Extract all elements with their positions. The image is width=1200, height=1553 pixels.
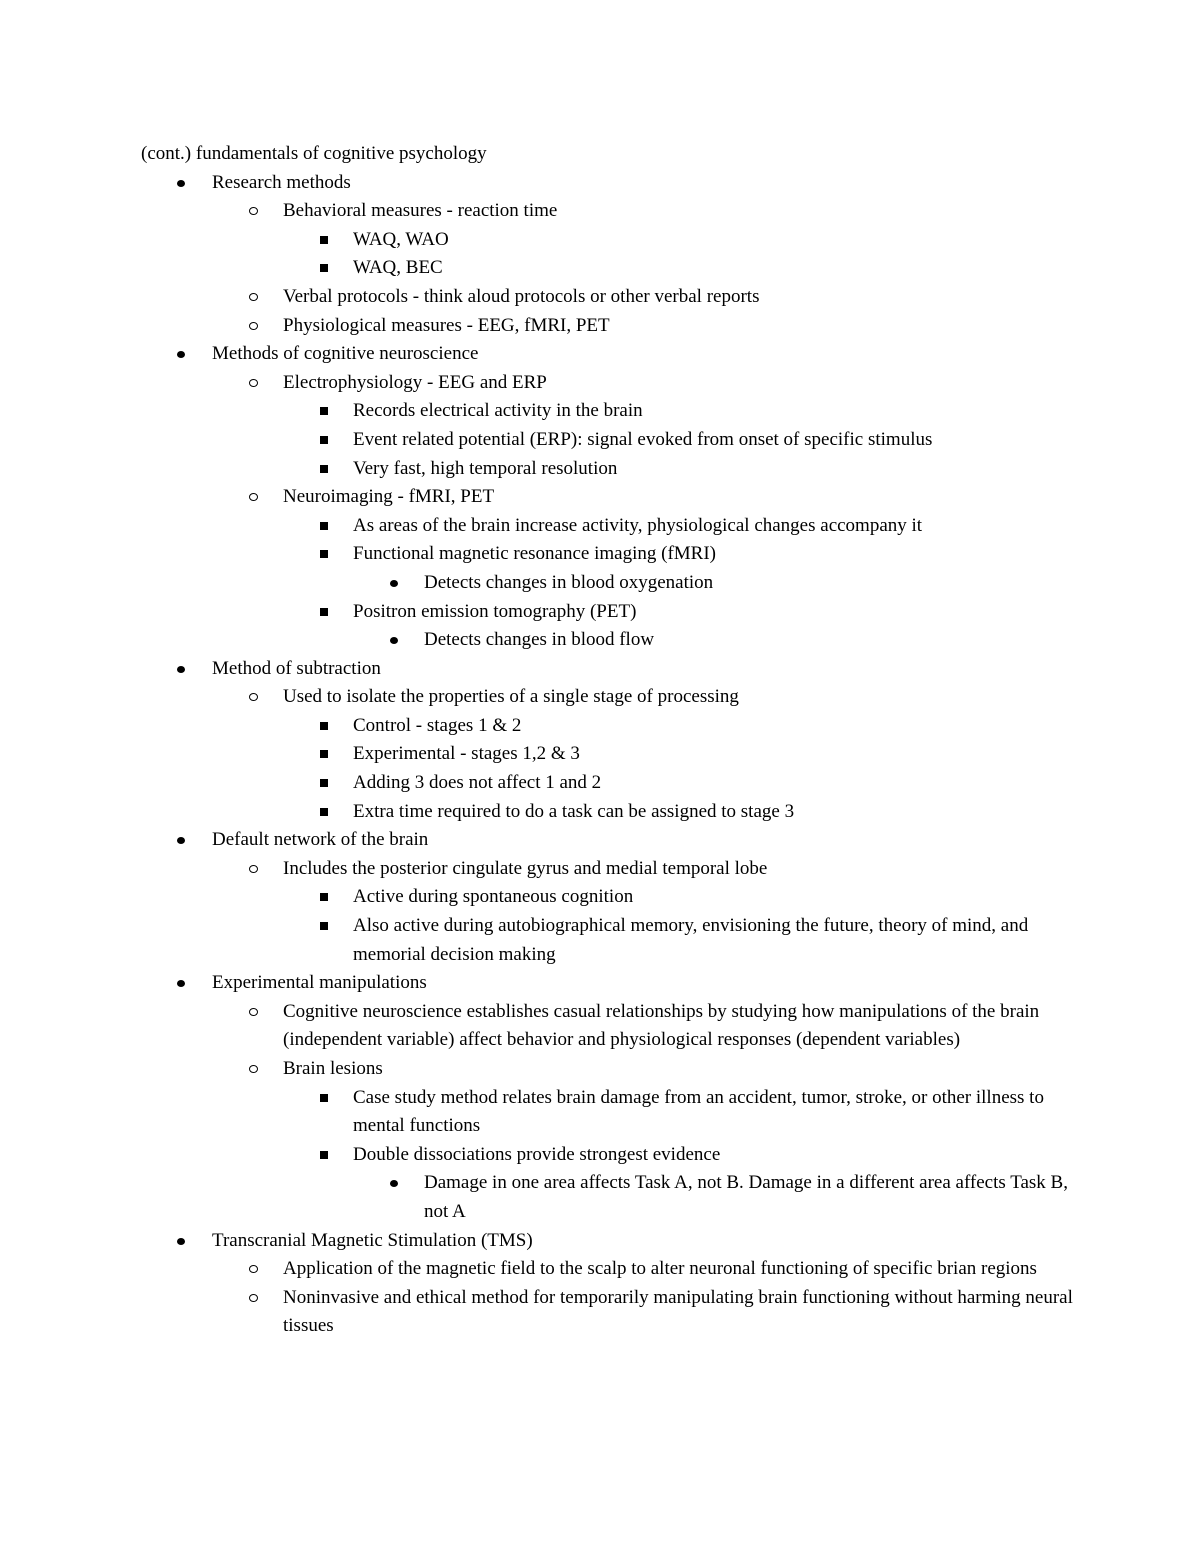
bullet-square-icon (315, 1084, 335, 1113)
bullet-square-icon (315, 912, 335, 941)
list-item-text: Used to isolate the properties of a single stage of processing (283, 686, 739, 708)
list-item-level-1 (212, 826, 1012, 855)
list-item-text: Default network of the brain (212, 829, 429, 851)
bullet-square-icon (315, 254, 335, 283)
list-item-text: Noninvasive and ethical method for temporarily manipulating brain functioning without harming neural tissues (283, 1286, 1073, 1337)
bullet-square-icon (315, 540, 335, 569)
list-item-level-2 (283, 1255, 1073, 1284)
list-item-text: Behavioral measures - reaction time (283, 200, 558, 222)
list-item-text: Transcranial Magnetic Stimulation (TMS) (212, 1229, 533, 1251)
list-item-level-2 (283, 197, 1073, 226)
bullet-circle-icon (244, 683, 264, 712)
bullet-circle-icon (244, 283, 264, 312)
list-item-text: Detects changes in blood oxygenation (424, 571, 714, 593)
bullet-square-icon (315, 712, 335, 741)
list-item-level-3 (353, 540, 1073, 569)
bullet-square-icon (315, 426, 335, 455)
list-item-text: WAQ, WAO (353, 228, 449, 250)
bullet-circle-icon (244, 1255, 264, 1284)
list-item-text: Application of the magnetic field to the scalp to alter neuronal functioning of specific brian regions (283, 1258, 1037, 1280)
list-item-text: Includes the posterior cingulate gyrus and medial temporal lobe (283, 857, 768, 879)
list-item-level-2 (283, 1284, 1073, 1341)
list-item-text: Adding 3 does not affect 1 and 2 (353, 772, 602, 794)
bullet-circle-icon (244, 1284, 264, 1313)
bullet-dot-icon (385, 626, 405, 655)
bullet-square-icon (315, 740, 335, 769)
list-item-text: Very fast, high temporal resolution (353, 457, 618, 479)
bullet-square-icon (315, 769, 335, 798)
bullet-circle-icon (244, 998, 264, 1027)
list-item-level-3 (353, 226, 1073, 255)
list-item-text: Positron emission tomography (PET) (353, 600, 637, 622)
list-item-text: Experimental manipulations (212, 972, 427, 994)
list-item-level-2 (283, 483, 1073, 512)
list-item-text: Neuroimaging - fMRI, PET (283, 486, 495, 508)
list-item-text: Event related potential (ERP): signal evoked from onset of specific stimulus (353, 428, 933, 450)
list-item-level-2 (283, 283, 1073, 312)
list-item-level-4 (424, 626, 1074, 655)
list-item-level-3 (353, 798, 1073, 827)
list-item-level-3 (353, 912, 1073, 969)
list-item-text: Case study method relates brain damage from an accident, tumor, stroke, or other illness to mental functions (353, 1086, 1044, 1137)
bullet-dot-icon (172, 655, 192, 684)
bullet-square-icon (315, 883, 335, 912)
list-item-text: Experimental - stages 1,2 & 3 (353, 743, 580, 765)
list-item-text: Physiological measures - EEG, fMRI, PET (283, 314, 610, 336)
list-item-level-3 (353, 397, 1073, 426)
list-item-level-3 (353, 254, 1073, 283)
list-item-text: Extra time required to do a task can be assigned to stage 3 (353, 800, 795, 822)
list-item-text: Brain lesions (283, 1058, 383, 1079)
list-item-level-2 (283, 1055, 1073, 1084)
list-item-level-1 (212, 169, 1012, 198)
list-item-text: WAQ, BEC (353, 257, 443, 279)
bullet-square-icon (315, 598, 335, 627)
list-item-text: Methods of cognitive neuroscience (212, 343, 479, 365)
list-item-text: Electrophysiology - EEG and ERP (283, 371, 547, 393)
list-item-level-1 (212, 655, 1012, 684)
list-item-level-3 (353, 883, 1073, 912)
bullet-circle-icon (244, 483, 264, 512)
list-item-level-2 (283, 369, 1073, 398)
bullet-dot-icon (385, 1169, 405, 1198)
bullet-square-icon (315, 1141, 335, 1170)
bullet-circle-icon (244, 197, 264, 226)
bullet-square-icon (315, 397, 335, 426)
outline-list (0, 169, 1200, 1341)
list-item-level-3 (353, 1141, 1073, 1170)
list-item-text: Damage in one area affects Task A, not B. Damage in a different area affects Task B, not A (424, 1172, 1068, 1222)
bullet-dot-icon (385, 569, 405, 598)
bullet-circle-icon (244, 312, 264, 341)
list-item-text: Verbal protocols - think aloud protocols or other verbal reports (283, 285, 760, 307)
bullet-circle-icon (244, 1055, 264, 1084)
list-item-level-2 (283, 312, 1073, 341)
bullet-square-icon (315, 226, 335, 255)
list-item-level-4 (424, 1169, 1074, 1226)
bullet-square-icon (315, 512, 335, 541)
list-item-text: Active during spontaneous cognition (353, 886, 634, 908)
list-item-level-3 (353, 598, 1073, 627)
bullet-dot-icon (172, 826, 192, 855)
list-item-text: As areas of the brain increase activity, physiological changes accompany it (353, 514, 923, 536)
list-item-text: Cognitive neuroscience establishes casual relationships by studying how manipulations of the brain (independent variable) affect behavior and physiological responses (dependent variables) (283, 1000, 1040, 1051)
list-item-text: Functional magnetic resonance imaging (fMRI) (353, 543, 717, 565)
bullet-dot-icon (172, 969, 192, 998)
list-item-text: Method of subtraction (212, 657, 381, 679)
list-item-level-1 (212, 1227, 1012, 1256)
list-item-level-3 (353, 740, 1073, 769)
list-item-level-2 (283, 998, 1073, 1055)
list-item-text: Detects changes in blood flow (424, 629, 655, 651)
list-item-text: Records electrical activity in the brain (353, 400, 643, 422)
list-item-text: Control - stages 1 & 2 (353, 714, 522, 736)
list-item-level-3 (353, 1084, 1073, 1141)
list-item-text: Research methods (212, 171, 351, 193)
page-title: (cont.) fundamentals of cognitive psychology (141, 143, 487, 164)
bullet-circle-icon (244, 855, 264, 884)
bullet-square-icon (315, 455, 335, 484)
bullet-dot-icon (172, 169, 192, 198)
bullet-circle-icon (244, 369, 264, 398)
list-item-level-3 (353, 512, 1073, 541)
bullet-dot-icon (172, 1227, 192, 1256)
bullet-dot-icon (172, 340, 192, 369)
list-item-level-3 (353, 769, 1073, 798)
bullet-square-icon (315, 798, 335, 827)
list-item-text: Double dissociations provide strongest evidence (353, 1143, 721, 1165)
list-item-level-3 (353, 712, 1073, 741)
list-item-level-3 (353, 426, 1073, 455)
list-item-level-1 (212, 340, 1012, 369)
list-item-level-3 (353, 455, 1073, 484)
list-item-level-1 (212, 969, 1012, 998)
list-item-level-4 (424, 569, 1074, 598)
list-item-level-2 (283, 683, 1073, 712)
list-item-level-2 (283, 855, 1073, 884)
list-item-text: Also active during autobiographical memory, envisioning the future, theory of mind, and memorial decision making (353, 915, 1029, 965)
